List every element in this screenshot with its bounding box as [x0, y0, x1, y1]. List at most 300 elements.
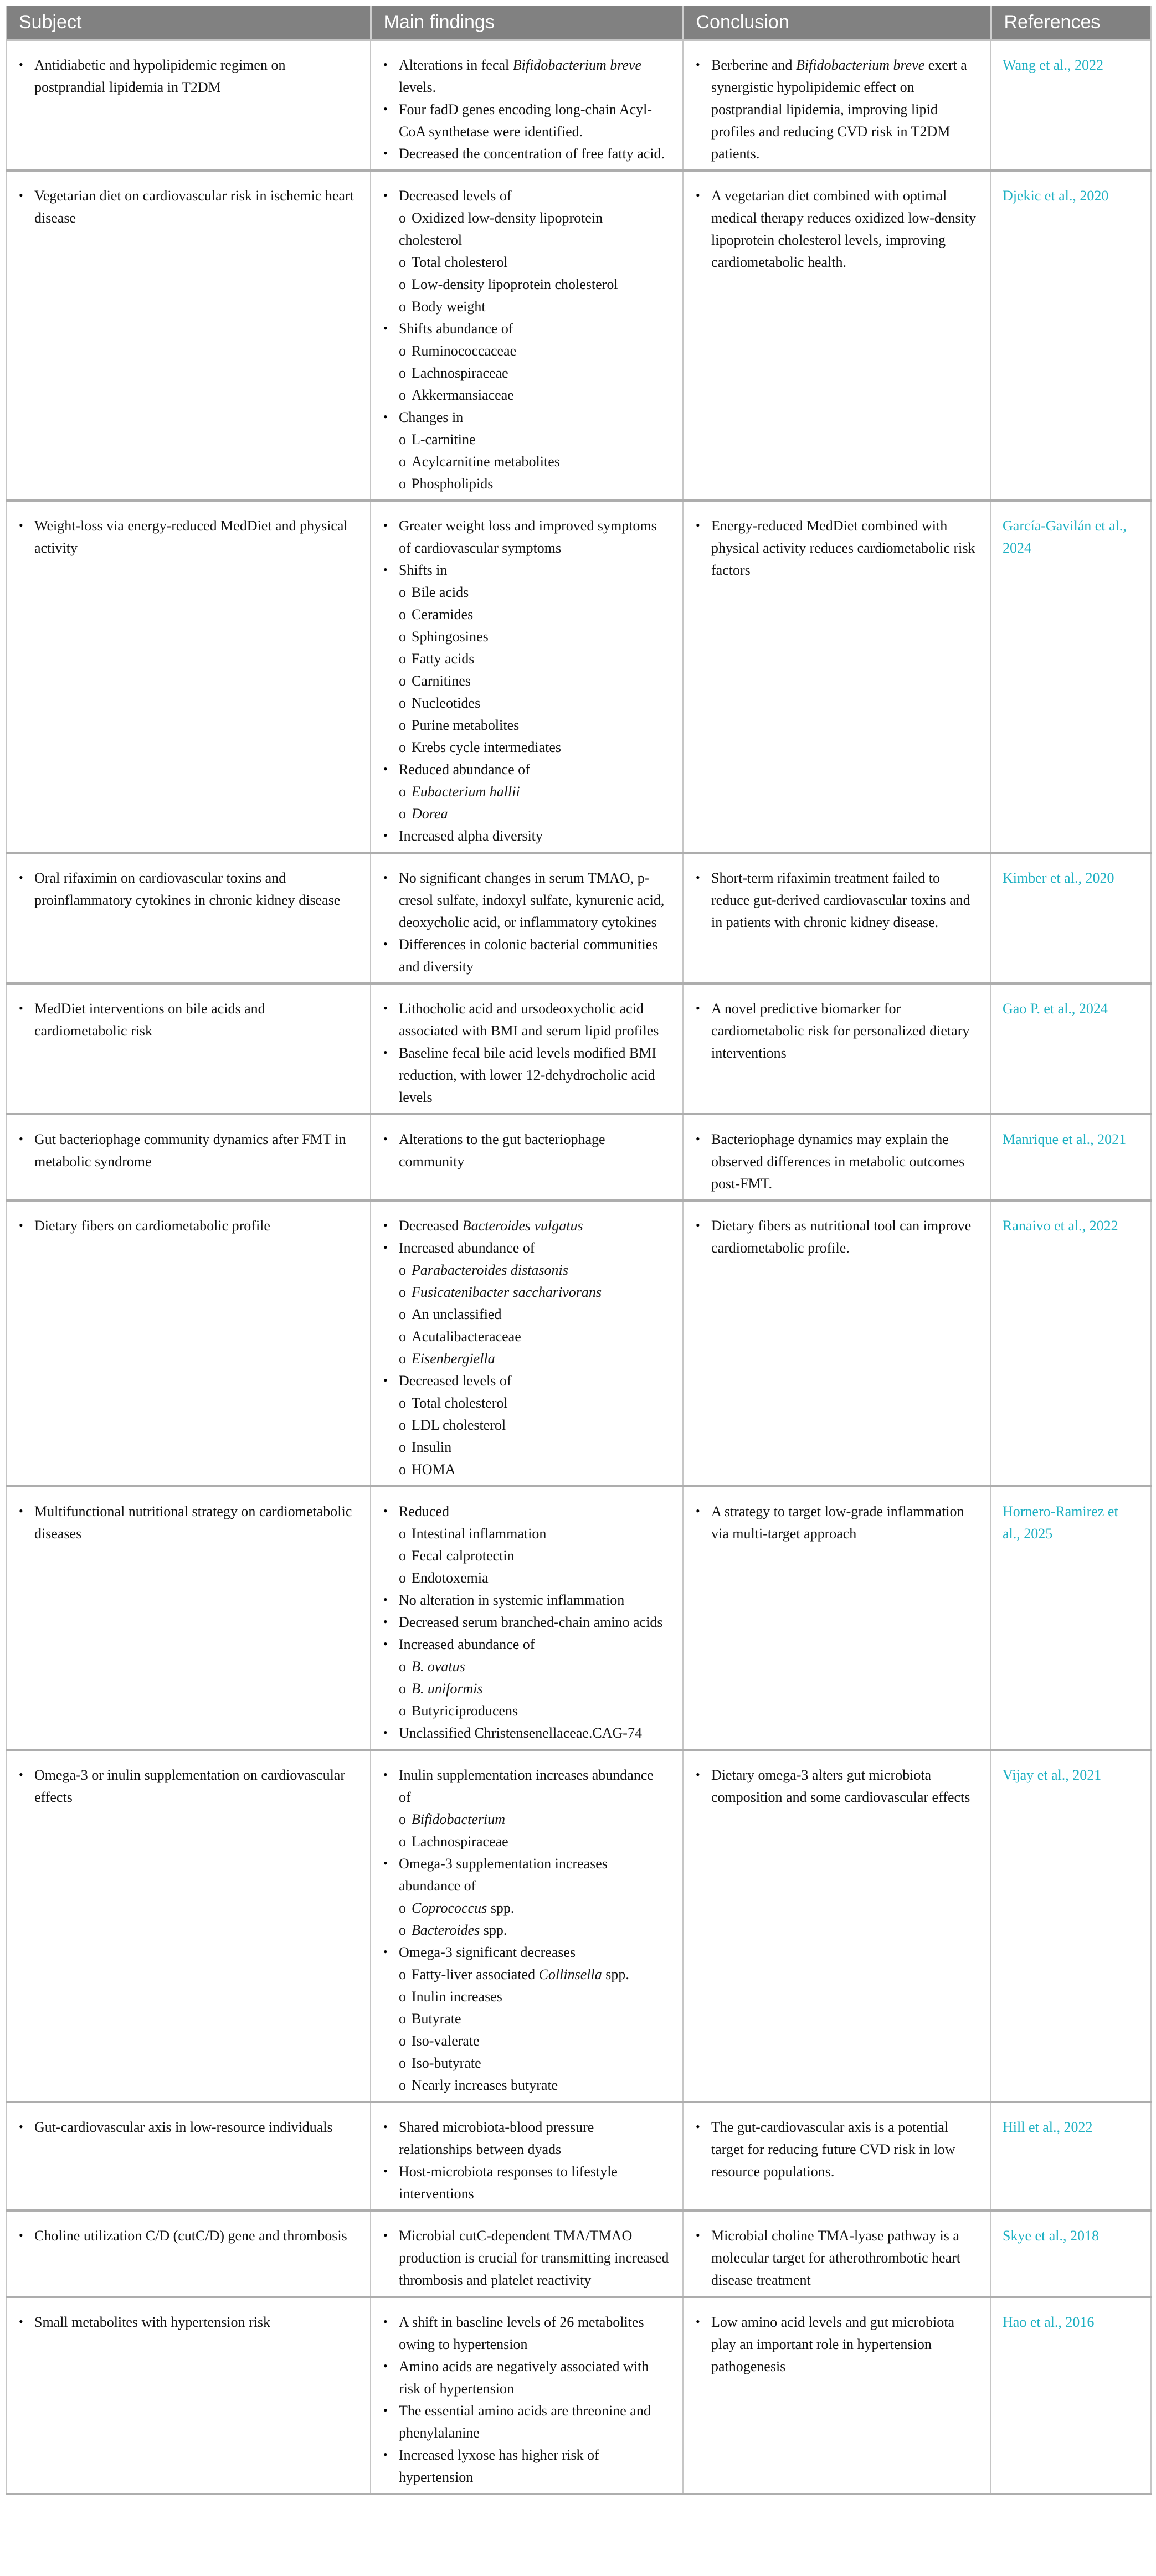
item-text: Alterations in fecal Bifidobacterium breve levels.: [399, 56, 642, 95]
sub-bullet-item: [399, 296, 669, 318]
reference-link[interactable]: Manrique et al., 2021: [1003, 1131, 1127, 1147]
sub-bullet-item: [399, 251, 669, 274]
item-text: Nearly increases butyrate: [412, 2077, 558, 2093]
item-text: Shifts abundance of: [399, 320, 513, 337]
bullet-icon: •: [383, 2228, 388, 2242]
item-text: Amino acids are negatively associated with risk of hypertension: [399, 2358, 649, 2397]
item-text: Berberine and Bifidobacterium breve exert a synergistic hypolipidemic effect on postprandial lipidemia, improving lipid profiles and reducing CVD risk in T2DM patients.: [711, 56, 967, 162]
item-text: Increased alpha diversity: [399, 827, 543, 844]
item-text: The essential amino acids are threonine and phenylalanine: [399, 2402, 651, 2441]
item-text: Decreased serum branched-chain amino acids: [399, 1614, 663, 1630]
bullet-icon: •: [383, 2403, 388, 2417]
sub-bullet-icon: o: [399, 1439, 406, 1455]
subject-cell: [6, 2102, 371, 2211]
bullet-item: [695, 2116, 977, 2183]
item-text: Butyrate: [412, 2010, 461, 2027]
conclusion-cell: [683, 983, 991, 1114]
conclusion-cell: [683, 2102, 991, 2211]
bullet-icon: •: [383, 562, 388, 576]
sub-bullet-icon: o: [399, 1658, 406, 1675]
bullet-item: [382, 515, 669, 559]
findings-cell: [371, 853, 683, 983]
subject-cell: [6, 1201, 371, 1486]
bullet-icon: •: [383, 1636, 388, 1651]
bullet-icon: •: [696, 1767, 700, 1781]
table-row: [6, 2211, 1151, 2297]
item-text: Low amino acid levels and gut microbiota play an important role in hypertension pathogenesis: [711, 2314, 954, 2374]
bullet-item: [695, 1129, 977, 1195]
bullet-icon: •: [19, 1131, 23, 1146]
sub-bullet-item: [399, 1523, 669, 1545]
bullet-item: [382, 1501, 669, 1523]
bullet-icon: •: [696, 188, 700, 202]
sub-bullet-icon: o: [399, 805, 406, 822]
sub-bullet-icon: o: [399, 1702, 406, 1719]
subject-cell: [6, 40, 371, 171]
bullet-item: [382, 185, 669, 207]
table-row: [6, 501, 1151, 853]
bullet-icon: •: [383, 188, 388, 202]
sub-bullet-item: [399, 781, 669, 803]
item-text: Ruminococcaceae: [412, 342, 517, 359]
item-text: Oxidized low-density lipoprotein cholesterol: [399, 209, 603, 248]
item-text: Four fadD genes encoding long-chain Acyl-CoA synthetase were identified.: [399, 101, 653, 140]
bullet-icon: •: [383, 2163, 388, 2178]
bullet-icon: •: [19, 1001, 23, 1015]
item-text: Decreased levels of: [399, 1372, 512, 1389]
bullet-item: [695, 515, 977, 581]
bullet-item: [18, 54, 357, 99]
item-text: No alteration in systemic inflammation: [399, 1591, 625, 1608]
bullet-item: [382, 825, 669, 847]
sub-bullet-item: [399, 1459, 669, 1481]
item-text: Eisenbergiella: [412, 1350, 495, 1367]
bullet-icon: •: [19, 1218, 23, 1232]
conclusion-cell: [683, 2211, 991, 2297]
reference-cell: [991, 853, 1151, 983]
item-text: Unclassified Christensenellaceae.CAG-74: [399, 1724, 642, 1741]
sub-bullet-item: [399, 803, 669, 825]
item-text: Eubacterium hallii: [412, 783, 520, 800]
item-text: A vegetarian diet combined with optimal medical therapy reduces oxidized low-density lipoprotein cholesterol levels, improving cardiometabolic health.: [711, 187, 976, 270]
reference-cell: [991, 1114, 1151, 1201]
bullet-icon: •: [696, 57, 700, 71]
table-row: [6, 1750, 1151, 2102]
item-text: Shared microbiota-blood pressure relationships between dyads: [399, 2119, 594, 2157]
bullet-item: [382, 1941, 669, 1964]
bullet-icon: •: [383, 2447, 388, 2461]
subject-cell: [6, 1486, 371, 1750]
sub-bullet-item: [399, 429, 669, 451]
conclusion-cell: [683, 1750, 991, 2102]
item-text: Dietary fibers on cardiometabolic profile: [34, 1217, 270, 1234]
bullet-item: [382, 1853, 669, 1897]
bullet-item: [18, 1501, 357, 1545]
bullet-item: [382, 998, 669, 1042]
item-text: Inulin supplementation increases abundance of: [399, 1766, 654, 1805]
conclusion-cell: [683, 501, 991, 853]
bullet-icon: •: [696, 2119, 700, 2134]
bullet-icon: •: [383, 828, 388, 842]
bullet-item: [18, 2116, 357, 2139]
item-text: Carnitines: [412, 672, 471, 689]
item-text: Bifidobacterium: [412, 1811, 505, 1827]
bullet-item: [382, 1722, 669, 1744]
sub-bullet-icon: o: [399, 1525, 406, 1542]
item-text: Omega-3 or inulin supplementation on cardiovascular effects: [34, 1766, 346, 1805]
sub-bullet-icon: o: [399, 1899, 406, 1916]
sub-bullet-icon: o: [399, 1261, 406, 1278]
sub-bullet-icon: o: [399, 739, 406, 755]
subject-cell: [6, 1114, 371, 1201]
table-row: [6, 1114, 1151, 1201]
item-text: Endotoxemia: [412, 1569, 489, 1586]
findings-cell: [371, 1201, 683, 1486]
bullet-icon: •: [383, 1131, 388, 1146]
conclusion-cell: [683, 1486, 991, 1750]
reference-link[interactable]: Hill et al., 2022: [1003, 2119, 1093, 2135]
item-text: Gut-cardiovascular axis in low-resource individuals: [34, 2119, 333, 2135]
item-text: Oral rifaximin on cardiovascular toxins and proinflammatory cytokines in chronic kidney disease: [34, 869, 341, 908]
bullet-icon: •: [383, 1614, 388, 1629]
bullet-icon: •: [19, 57, 23, 71]
sub-bullet-icon: o: [399, 276, 406, 292]
item-text: Body weight: [412, 298, 486, 315]
reference-link[interactable]: Djekic et al., 2020: [1003, 187, 1109, 204]
item-text: Fecal calprotectin: [412, 1547, 515, 1564]
item-text: Antidiabetic and hypolipidemic regimen on postprandial lipidemia in T2DM: [34, 56, 286, 95]
bullet-icon: •: [19, 2314, 23, 2328]
bullet-item: [382, 934, 669, 978]
sub-bullet-icon: o: [399, 1680, 406, 1697]
bullet-icon: •: [383, 1001, 388, 1015]
item-text: Akkermansiaceae: [412, 387, 514, 403]
sub-bullet-item: [399, 1656, 669, 1678]
bullet-item: [382, 2444, 669, 2489]
bullet-icon: •: [383, 1856, 388, 1870]
item-text: Changes in: [399, 409, 464, 425]
item-text: Dorea: [412, 805, 448, 822]
bullet-item: [18, 2225, 357, 2247]
sub-bullet-icon: o: [399, 606, 406, 622]
item-text: Butyriciproducens: [412, 1702, 518, 1719]
subject-cell: [6, 2297, 371, 2494]
sub-bullet-item: [399, 1964, 669, 1986]
reference-link[interactable]: Gao P. et al., 2024: [1003, 1000, 1108, 1017]
sub-bullet-item: [399, 1545, 669, 1567]
sub-bullet-icon: o: [399, 694, 406, 711]
sub-bullet-icon: o: [399, 1350, 406, 1367]
bullet-item: [695, 54, 977, 165]
sub-bullet-icon: o: [399, 2010, 406, 2027]
sub-bullet-icon: o: [399, 342, 406, 359]
item-text: Increased lyxose has higher risk of hypertension: [399, 2446, 599, 2485]
bullet-item: [382, 1129, 669, 1173]
item-text: Iso-butyrate: [412, 2054, 481, 2071]
table-row: [6, 1486, 1151, 1750]
bullet-item: [382, 867, 669, 934]
item-text: Alterations to the gut bacteriophage community: [399, 1131, 605, 1169]
item-text: Energy-reduced MedDiet combined with physical activity reduces cardiometabolic risk factors: [711, 517, 975, 578]
item-text: B. uniformis: [412, 1680, 483, 1697]
subject-cell: [6, 983, 371, 1114]
sub-bullet-icon: o: [399, 783, 406, 800]
sub-bullet-item: [399, 1678, 669, 1700]
findings-cell: [371, 1486, 683, 1750]
sub-bullet-icon: o: [399, 672, 406, 689]
bullet-icon: •: [696, 870, 700, 884]
bullet-item: [382, 1370, 669, 1392]
bullet-item: [18, 1129, 357, 1173]
item-text: Bacteriophage dynamics may explain the observed differences in metabolic outcomes post-FMT.: [711, 1131, 965, 1192]
sub-bullet-item: [399, 670, 669, 692]
reference-link[interactable]: García-Gavilán et al., 2024: [1003, 517, 1127, 556]
findings-cell: [371, 2211, 683, 2297]
bullet-icon: •: [696, 2228, 700, 2242]
sub-bullet-item: [399, 1348, 669, 1370]
reference-link[interactable]: Ranaivo et al., 2022: [1003, 1217, 1118, 1234]
sub-bullet-item: [399, 736, 669, 759]
conclusion-cell: [683, 1201, 991, 1486]
bullet-item: [382, 559, 669, 581]
sub-bullet-icon: o: [399, 1547, 406, 1564]
bullet-item: [695, 185, 977, 274]
bullet-icon: •: [383, 1240, 388, 1254]
item-text: Increased abundance of: [399, 1239, 535, 1256]
sub-bullet-item: [399, 1304, 669, 1326]
item-text: An unclassified: [412, 1306, 502, 1322]
bullet-icon: •: [383, 1944, 388, 1959]
bullet-icon: •: [383, 1725, 388, 1739]
item-text: Shifts in: [399, 561, 448, 578]
sub-bullet-icon: o: [399, 1394, 406, 1411]
conclusion-cell: [683, 1114, 991, 1201]
bullet-item: [382, 2400, 669, 2444]
item-text: Lithocholic acid and ursodeoxycholic acid associated with BMI and serum lipid profiles: [399, 1000, 659, 1039]
item-text: Coprococcus spp.: [412, 1899, 515, 1916]
item-text: Low-density lipoprotein cholesterol: [412, 276, 618, 292]
item-text: HOMA: [412, 1461, 456, 1477]
bullet-item: [382, 1764, 669, 1809]
bullet-item: [18, 185, 357, 229]
table-row: [6, 40, 1151, 171]
sub-bullet-icon: o: [399, 1921, 406, 1938]
bullet-icon: •: [19, 518, 23, 532]
item-text: Insulin: [412, 1439, 452, 1455]
sub-bullet-icon: o: [399, 254, 406, 270]
item-text: Increased abundance of: [399, 1636, 535, 1652]
reference-link[interactable]: Hornero-Ramirez et al., 2025: [1003, 1503, 1118, 1542]
column-header-references: References: [991, 6, 1151, 40]
sub-bullet-icon: o: [399, 1569, 406, 1586]
bullet-icon: •: [696, 1503, 700, 1518]
table-row: [6, 983, 1151, 1114]
column-header-conclusion: Conclusion: [683, 6, 991, 40]
conclusion-cell: [683, 40, 991, 171]
bullet-icon: •: [383, 1767, 388, 1781]
reference-cell: [991, 2102, 1151, 2211]
reference-cell: [991, 40, 1151, 171]
table-row: [6, 2102, 1151, 2211]
sub-bullet-item: [399, 1700, 669, 1722]
sub-bullet-icon: o: [399, 209, 406, 226]
table-row: [6, 171, 1151, 501]
item-text: Choline utilization C/D (cutC/D) gene and thrombosis: [34, 2227, 347, 2244]
sub-bullet-icon: o: [399, 431, 406, 447]
item-text: Multifunctional nutritional strategy on cardiometabolic diseases: [34, 1503, 352, 1542]
bullet-item: [18, 515, 357, 559]
item-text: Reduced abundance of: [399, 761, 530, 777]
findings-cell: [371, 171, 683, 501]
item-text: Fatty-liver associated Collinsella spp.: [412, 1966, 629, 1982]
sub-bullet-icon: o: [399, 1306, 406, 1322]
sub-bullet-item: [399, 1259, 669, 1281]
reference-link[interactable]: Skye et al., 2018: [1003, 2227, 1100, 2244]
item-text: Greater weight loss and improved symptoms of cardiovascular symptoms: [399, 517, 657, 556]
item-text: Omega-3 supplementation increases abundance of: [399, 1855, 608, 1894]
reference-link[interactable]: Vijay et al., 2021: [1003, 1766, 1102, 1783]
item-text: Omega-3 significant decreases: [399, 1944, 576, 1960]
sub-bullet-icon: o: [399, 650, 406, 667]
bullet-icon: •: [383, 1503, 388, 1518]
sub-bullet-icon: o: [399, 1416, 406, 1433]
reference-cell: [991, 1486, 1151, 1750]
item-text: L-carnitine: [412, 431, 476, 447]
bullet-item: [382, 1237, 669, 1259]
bullet-icon: •: [19, 870, 23, 884]
item-text: Purine metabolites: [412, 717, 520, 733]
sub-bullet-item: [399, 626, 669, 648]
sub-bullet-item: [399, 1831, 669, 1853]
bullet-item: [382, 318, 669, 340]
item-text: Total cholesterol: [412, 254, 508, 270]
item-text: Differences in colonic bacterial communities and diversity: [399, 936, 658, 975]
item-text: Small metabolites with hypertension risk: [34, 2314, 271, 2330]
bullet-icon: •: [19, 188, 23, 202]
bullet-icon: •: [19, 1503, 23, 1518]
sub-bullet-item: [399, 207, 669, 251]
bullet-item: [695, 867, 977, 934]
item-text: Reduced: [399, 1503, 449, 1519]
sub-bullet-item: [399, 1809, 669, 1831]
bullet-icon: •: [383, 2358, 388, 2373]
bullet-item: [382, 1589, 669, 1611]
subject-cell: [6, 1750, 371, 2102]
bullet-item: [382, 1634, 669, 1656]
sub-bullet-item: [399, 1567, 669, 1589]
sub-bullet-icon: o: [399, 1328, 406, 1344]
item-text: Dietary fibers as nutritional tool can improve cardiometabolic profile.: [711, 1217, 972, 1256]
bullet-icon: •: [383, 518, 388, 532]
item-text: Decreased the concentration of free fatty acid.: [399, 145, 665, 162]
bullet-item: [18, 1215, 357, 1237]
reference-link[interactable]: Wang et al., 2022: [1003, 56, 1104, 73]
findings-cell: [371, 983, 683, 1114]
item-text: Sphingosines: [412, 628, 489, 645]
bullet-icon: •: [383, 321, 388, 335]
sub-bullet-icon: o: [399, 1284, 406, 1300]
bullet-item: [695, 2225, 977, 2291]
bullet-item: [382, 2161, 669, 2205]
column-header-subject: Subject: [6, 6, 371, 40]
sub-bullet-icon: o: [399, 1461, 406, 1477]
bullet-icon: •: [696, 1131, 700, 1146]
bullet-item: [382, 759, 669, 781]
sub-bullet-icon: o: [399, 364, 406, 381]
bullet-icon: •: [383, 1373, 388, 1387]
bullet-icon: •: [383, 936, 388, 951]
sub-bullet-item: [399, 340, 669, 362]
subject-cell: [6, 171, 371, 501]
reference-link[interactable]: Hao et al., 2016: [1003, 2314, 1095, 2330]
sub-bullet-icon: o: [399, 717, 406, 733]
sub-bullet-item: [399, 473, 669, 495]
bullet-item: [695, 2311, 977, 2378]
item-text: Ceramides: [412, 606, 474, 622]
bullet-item: [695, 1501, 977, 1545]
item-text: Dietary omega-3 alters gut microbiota composition and some cardiovascular effects: [711, 1766, 970, 1805]
findings-cell: [371, 1114, 683, 1201]
bullet-item: [382, 406, 669, 429]
bullet-icon: •: [383, 1045, 388, 1059]
sub-bullet-item: [399, 1436, 669, 1459]
sub-bullet-item: [399, 1897, 669, 1919]
item-text: Phospholipids: [412, 475, 494, 492]
item-text: Intestinal inflammation: [412, 1525, 547, 1542]
conclusion-cell: [683, 853, 991, 983]
item-text: Fatty acids: [412, 650, 475, 667]
sub-bullet-item: [399, 1414, 669, 1436]
bullet-item: [695, 1764, 977, 1809]
reference-cell: [991, 2211, 1151, 2297]
item-text: The gut-cardiovascular axis is a potential target for reducing future CVD risk in low resource populations.: [711, 2119, 955, 2180]
sub-bullet-icon: o: [399, 1833, 406, 1849]
item-text: Gut bacteriophage community dynamics after FMT in metabolic syndrome: [34, 1131, 346, 1169]
findings-cell: [371, 1750, 683, 2102]
sub-bullet-item: [399, 1281, 669, 1304]
sub-bullet-item: [399, 362, 669, 384]
sub-bullet-item: [399, 1986, 669, 2008]
item-text: A shift in baseline levels of 26 metabolites owing to hypertension: [399, 2314, 644, 2352]
bullet-icon: •: [383, 870, 388, 884]
table-header: [6, 6, 1151, 40]
sub-bullet-icon: o: [399, 453, 406, 470]
bullet-icon: •: [19, 2228, 23, 2242]
item-text: Total cholesterol: [412, 1394, 508, 1411]
bullet-item: [18, 2311, 357, 2333]
findings-cell: [371, 2102, 683, 2211]
item-text: Krebs cycle intermediates: [412, 739, 561, 755]
reference-link[interactable]: Kimber et al., 2020: [1003, 869, 1114, 886]
subject-cell: [6, 2211, 371, 2297]
item-text: Lachnospiraceae: [412, 1833, 508, 1849]
item-text: Vegetarian diet on cardiovascular risk in ischemic heart disease: [34, 187, 354, 226]
item-text: Lachnospiraceae: [412, 364, 508, 381]
item-text: No significant changes in serum TMAO, p-cresol sulfate, indoxyl sulfate, kynurenic acid, deoxycholic acid, or inflammatory cytokines: [399, 869, 665, 930]
bullet-icon: •: [383, 2119, 388, 2134]
item-text: Bacteroides spp.: [412, 1921, 507, 1938]
sub-bullet-icon: o: [399, 2077, 406, 2093]
bullet-item: [18, 867, 357, 911]
reference-cell: [991, 1201, 1151, 1486]
table-row: [6, 853, 1151, 983]
item-text: Short-term rifaximin treatment failed to reduce gut-derived cardiovascular toxins and in patients with chronic kidney disease.: [711, 869, 970, 930]
reference-cell: [991, 1750, 1151, 2102]
conclusion-cell: [683, 171, 991, 501]
reference-cell: [991, 2297, 1151, 2494]
item-text: B. ovatus: [412, 1658, 465, 1675]
item-text: Parabacteroides distasonis: [412, 1261, 568, 1278]
